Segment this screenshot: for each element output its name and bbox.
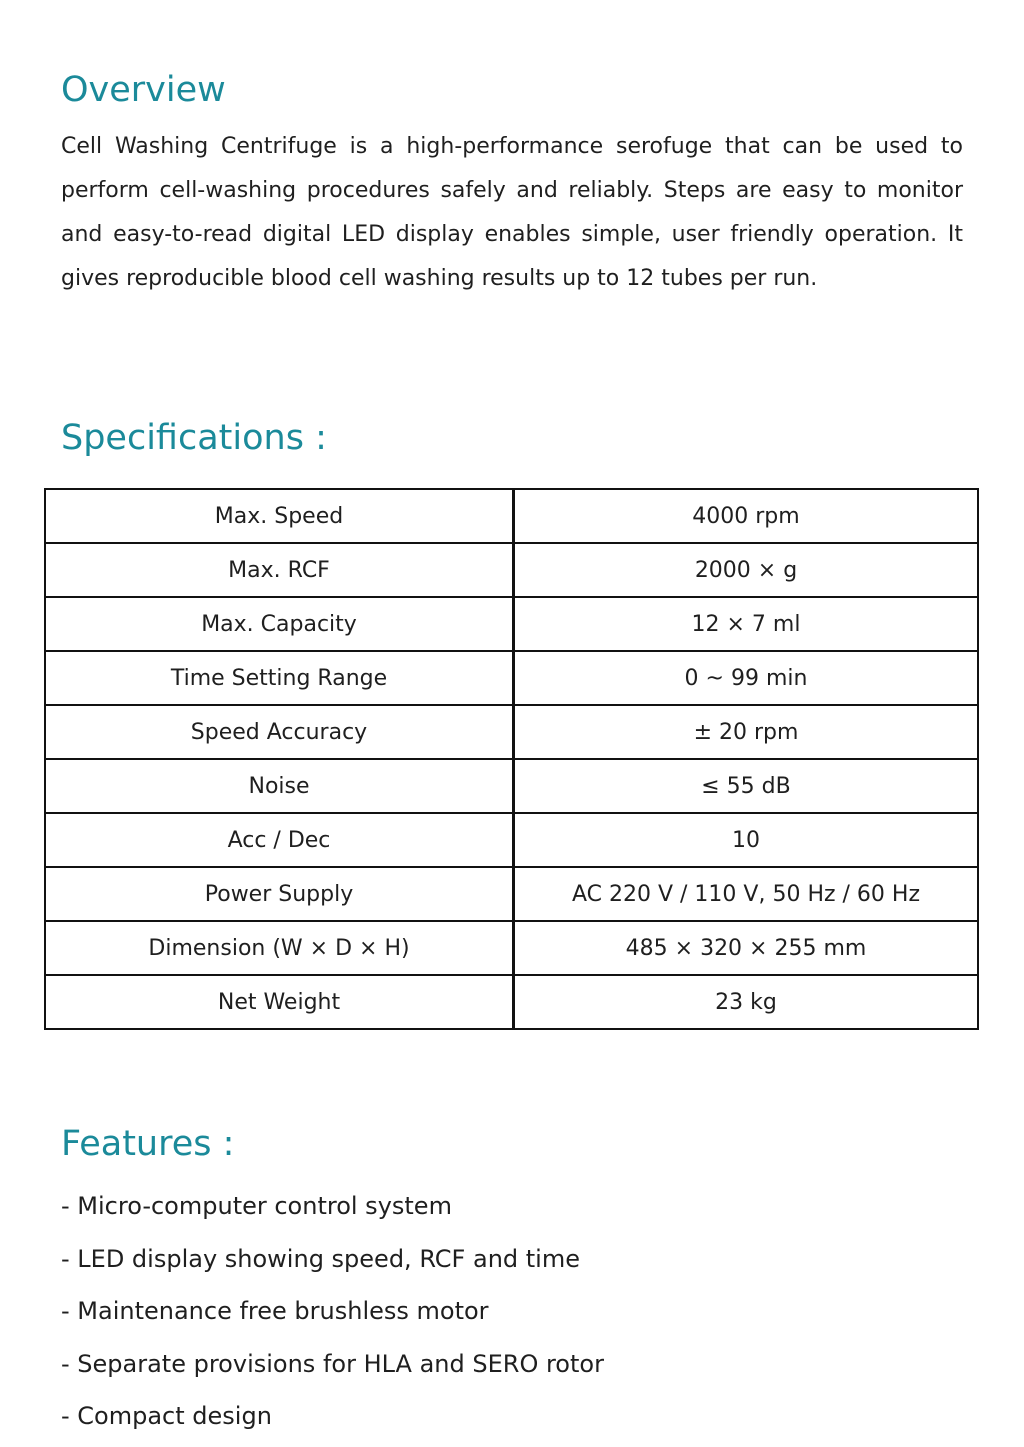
list-item: - LED display showing speed, RCF and time	[61, 1244, 580, 1273]
table-row	[45, 651, 978, 705]
table-row	[45, 975, 978, 1029]
spec-label: Acc / Dec	[45, 813, 514, 867]
spec-value: 12 × 7 ml	[514, 597, 979, 651]
spec-value: 10	[514, 813, 979, 867]
table-row	[45, 597, 978, 651]
spec-label: Time Setting Range	[45, 651, 514, 705]
table-row	[45, 489, 978, 543]
overview-paragraph: Cell Washing Centrifuge is a high-performance serofuge that can be used to perform cell-washing procedures safely and reliably. Steps are easy to monitor and easy-to-read digital LED display enables simple, user friendly operation. It gives reproducible blood cell washing results up to 12 tubes per run.	[61, 134, 963, 291]
spec-value: 485 × 320 × 255 mm	[514, 921, 979, 975]
table-row	[45, 813, 978, 867]
spec-value: ≤ 55 dB	[514, 759, 979, 813]
spec-value: ± 20 rpm	[514, 705, 979, 759]
spec-label: Max. RCF	[45, 543, 514, 597]
list-item: - Maintenance free brushless motor	[61, 1297, 489, 1326]
specifications-table	[44, 488, 979, 1030]
spec-value: 2000 × g	[514, 543, 979, 597]
spec-value: 4000 rpm	[514, 489, 979, 543]
table-row	[45, 759, 978, 813]
features-heading: Features :	[61, 1124, 235, 1164]
overview-heading: Overview	[61, 70, 226, 110]
table-row	[45, 543, 978, 597]
spec-value: AC 220 V / 110 V, 50 Hz / 60 Hz	[514, 867, 979, 921]
spec-label: Max. Speed	[45, 489, 514, 543]
spec-value: 23 kg	[514, 975, 979, 1029]
list-item: - Compact design	[61, 1402, 272, 1431]
spec-value: 0 ~ 99 min	[514, 651, 979, 705]
spec-label: Power Supply	[45, 867, 514, 921]
spec-label: Speed Accuracy	[45, 705, 514, 759]
features-list	[61, 1180, 604, 1443]
spec-label: Net Weight	[45, 975, 514, 1029]
spec-label: Noise	[45, 759, 514, 813]
specifications-heading: Specifications :	[61, 418, 327, 458]
table-row	[45, 867, 978, 921]
table-row	[45, 921, 978, 975]
list-item: - Separate provisions for HLA and SERO rotor	[61, 1349, 604, 1378]
list-item: - Micro-computer control system	[61, 1192, 452, 1220]
spec-label: Max. Capacity	[45, 597, 514, 651]
spec-label: Dimension (W × D × H)	[45, 921, 514, 975]
table-row	[45, 705, 978, 759]
